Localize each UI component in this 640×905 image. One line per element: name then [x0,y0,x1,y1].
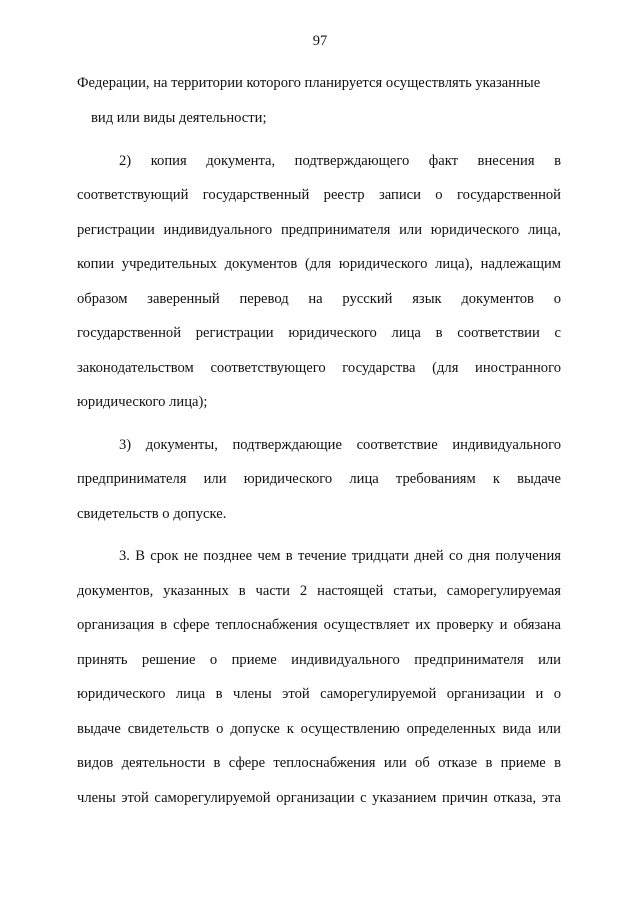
text-line: свидетельств о допуске. [77,506,227,522]
text-line: организация в сфере теплоснабжения осуществляет их проверку и обязана [77,617,561,633]
text-line: юридического лица в члены этой саморегулируемой организации и о [77,686,561,702]
text-line: копии учредительных документов (для юридического лица), надлежащим [77,256,561,272]
text-line: юридического лица); [77,394,208,410]
text-line: регистрации индивидуального предпринимателя или юридического лица, [77,222,561,238]
text-line: 2) копия документа, подтверждающего факт внесения в [119,153,561,169]
text-line: члены этой саморегулируемой организации с указанием причин отказа, эта [77,790,561,806]
text-line: выдаче свидетельств о допуске к осуществлению определенных вида или [77,721,561,737]
text-line: законодательством соответствующего государства (для иностранного [77,360,561,376]
text-line: документов, указанных в части 2 настоящей статьи, саморегулируемая [77,583,561,599]
text-line: видов деятельности в сфере теплоснабжения или об отказе в приеме в [77,755,561,771]
text-line: вид или виды деятельности; [91,110,267,126]
page-number: 97 [312,33,328,49]
text-line: Федерации, на территории которого планируется осуществлять указанные [77,75,541,91]
text-line: образом заверенный перевод на русский язык документов о [77,291,561,307]
text-line: 3) документы, подтверждающие соответствие индивидуального [119,437,561,453]
text-line: 3. В срок не позднее чем в течение тридцати дней со дня получения [119,548,561,564]
text-line: принять решение о приеме индивидуального предпринимателя или [77,652,561,668]
text-line: соответствующий государственный реестр записи о государственной [77,187,561,203]
text-line: предпринимателя или юридического лица требованиям к выдаче [77,471,561,487]
text-line: государственной регистрации юридического лица в соответствии с [77,325,561,341]
